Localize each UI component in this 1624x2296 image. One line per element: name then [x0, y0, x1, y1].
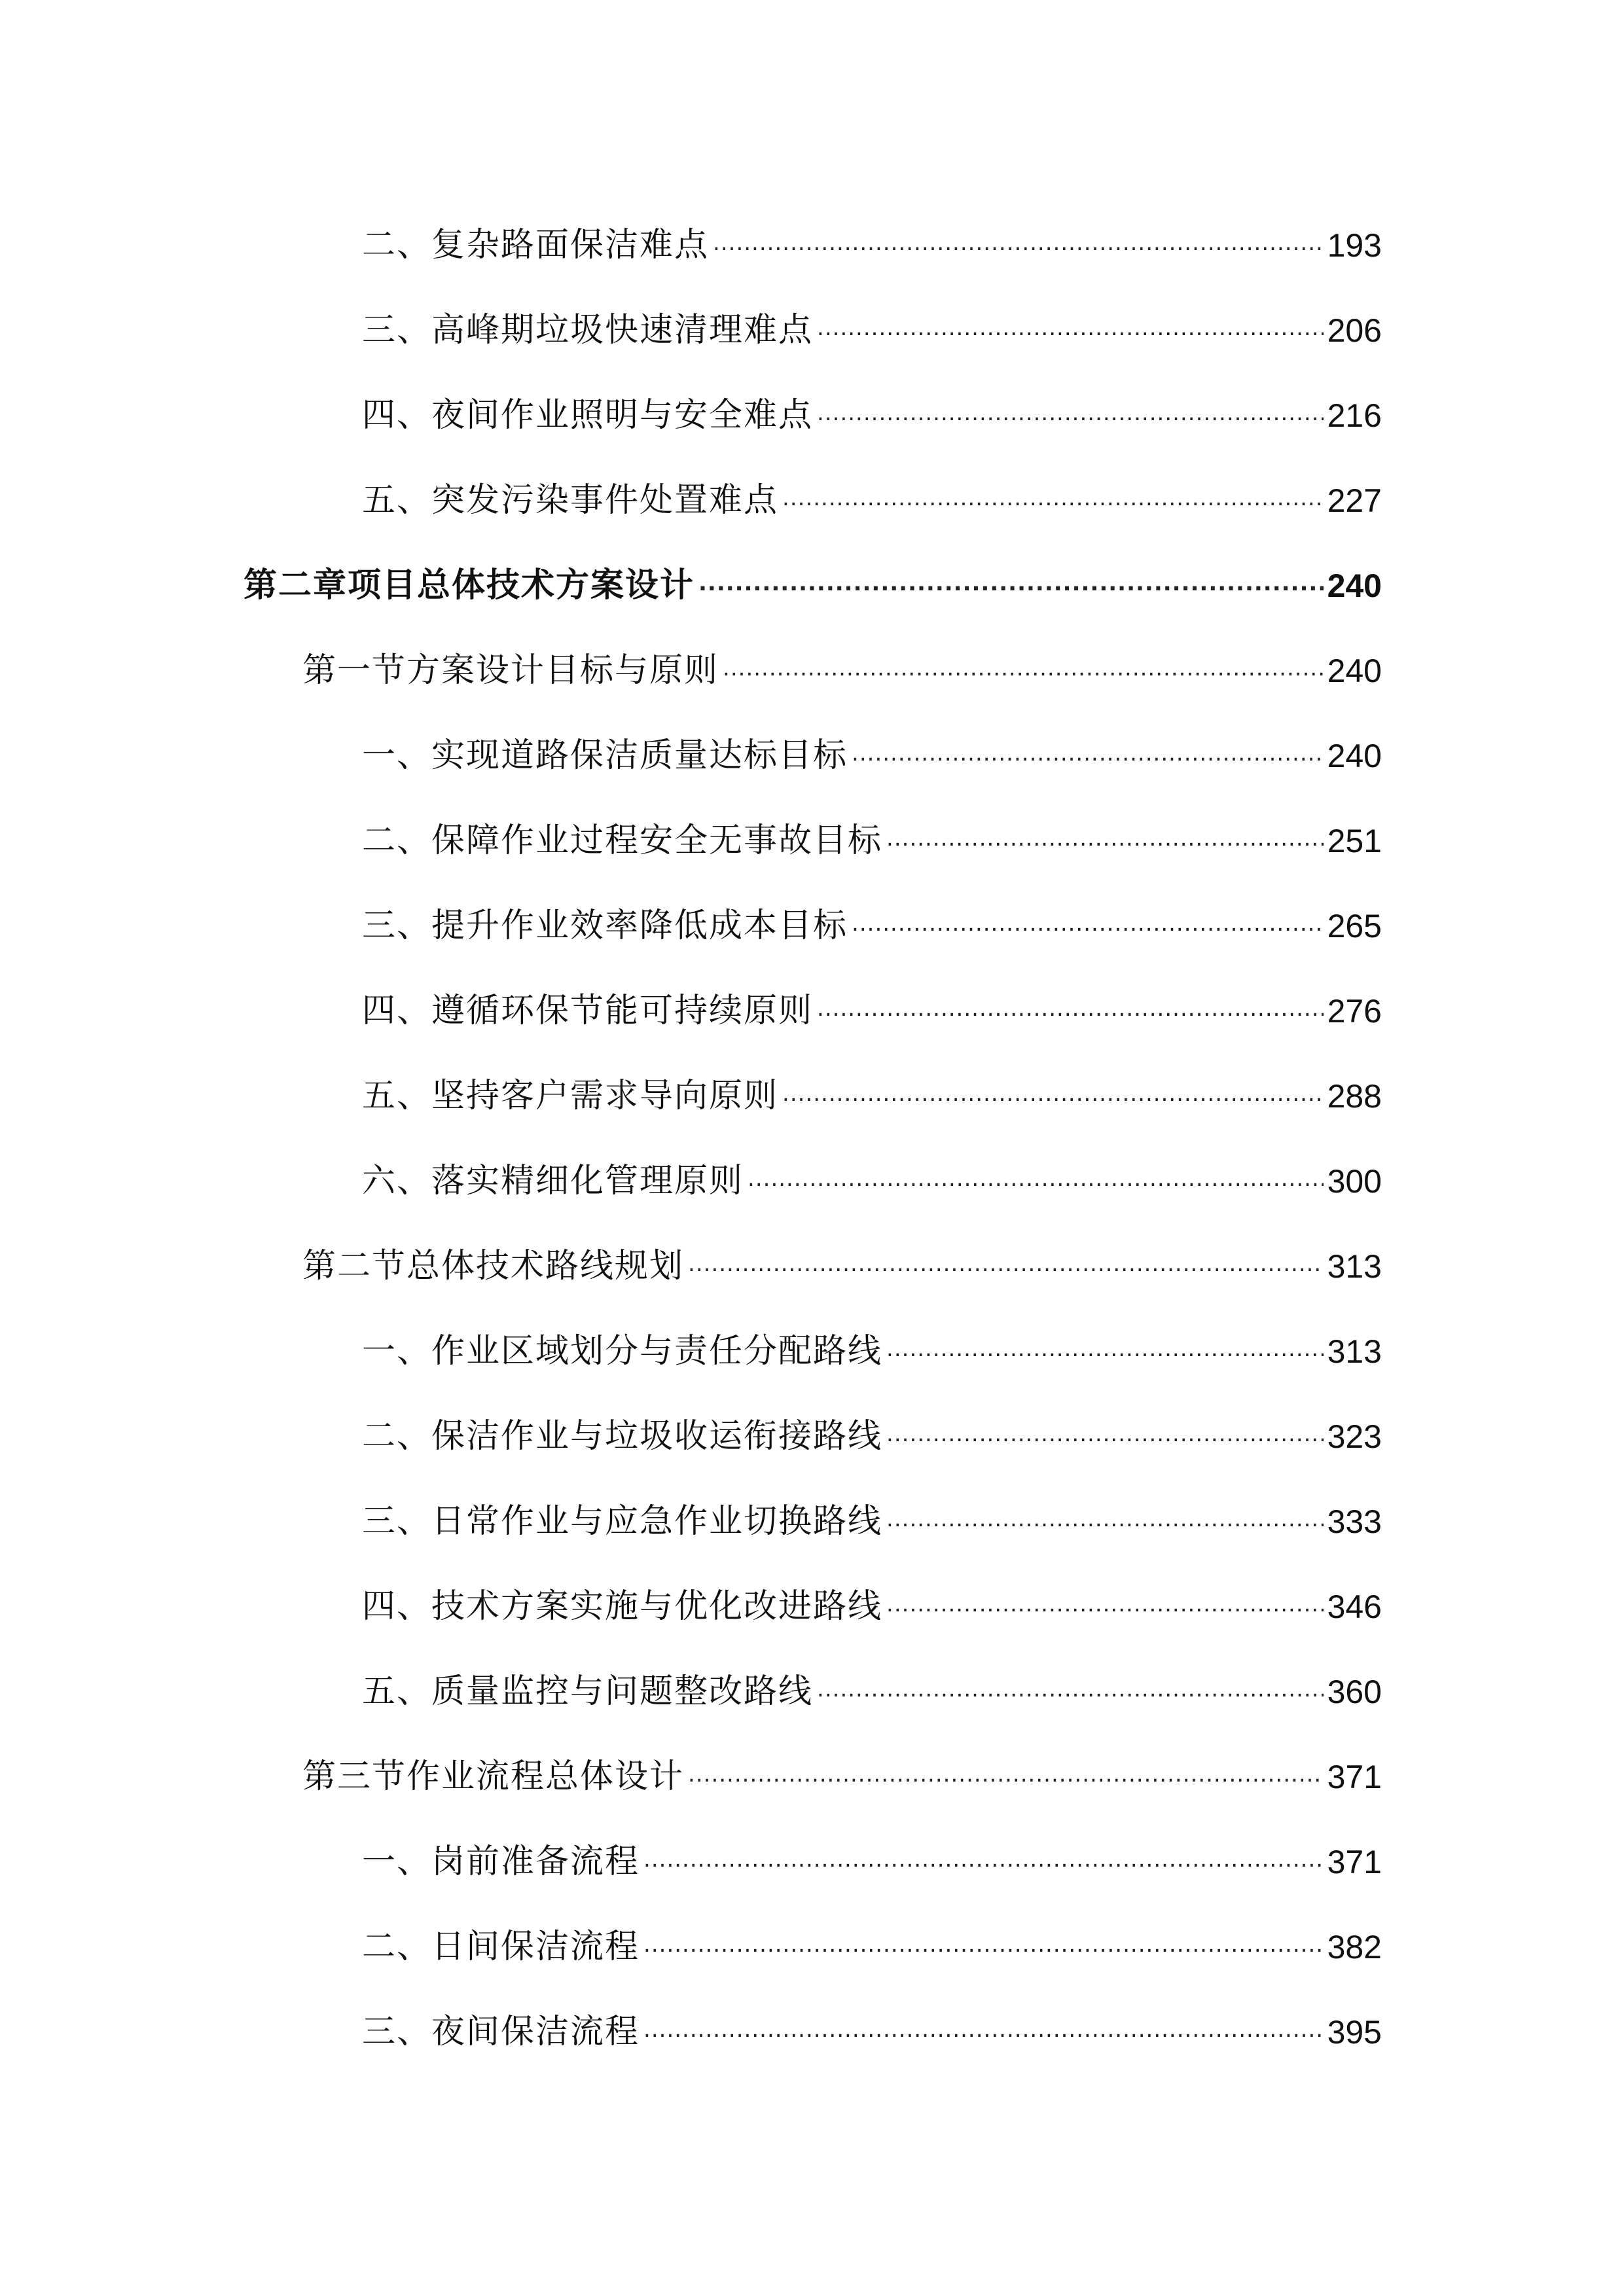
toc-entry-title: 四、夜间作业照明与安全难点	[362, 396, 814, 435]
toc-dot-leader	[817, 396, 1324, 435]
toc-entry-title: 五、质量监控与问题整改路线	[362, 1672, 814, 1711]
toc-entry-title: 三、日常作业与应急作业切换路线	[362, 1502, 883, 1541]
toc-entry-title: 二、保障作业过程安全无事故目标	[362, 821, 883, 860]
toc-entry[interactable]	[0, 713, 1624, 798]
toc-entry[interactable]	[0, 1309, 1624, 1394]
toc-entry-page: 333	[1327, 1503, 1382, 1540]
toc-entry-title: 二、保洁作业与垃圾收运衔接路线	[362, 1417, 883, 1456]
toc-entry-page: 323	[1327, 1418, 1382, 1455]
toc-entry-page: 288	[1327, 1078, 1382, 1115]
toc-entry[interactable]	[0, 373, 1624, 458]
toc-entry-page: 300	[1327, 1163, 1382, 1200]
toc-dot-leader	[643, 1928, 1324, 1967]
toc-dot-leader	[698, 566, 1324, 605]
toc-entry[interactable]	[0, 1905, 1624, 1990]
toc-entry-page: 346	[1327, 1588, 1382, 1625]
toc-dot-leader	[886, 1332, 1324, 1371]
toc-entry-page: 371	[1327, 1844, 1382, 1880]
toc-entry-page: 265	[1327, 908, 1382, 944]
toc-entry-page: 240	[1327, 567, 1382, 604]
toc-entry-title: 第二章项目总体技术方案设计	[244, 566, 695, 605]
toc-entry-title: 二、日间保洁流程	[362, 1928, 640, 1966]
toc-entry-page: 240	[1327, 738, 1382, 774]
toc-entry-title: 第三节作业流程总体设计	[302, 1757, 685, 1796]
toc-entry-title: 一、作业区域划分与责任分配路线	[362, 1332, 883, 1371]
toc-dot-leader	[782, 1077, 1324, 1116]
toc-entry-page: 313	[1327, 1248, 1382, 1285]
toc-dot-leader	[748, 1162, 1324, 1201]
toc-entry-title: 第一节方案设计目标与原则	[302, 651, 719, 690]
toc-entry-title: 三、夜间保洁流程	[362, 2013, 640, 2051]
toc-dot-leader	[817, 1672, 1324, 1712]
toc-entry-page: 360	[1327, 1674, 1382, 1710]
toc-dot-leader	[688, 1757, 1324, 1797]
toc-dot-leader	[886, 1417, 1324, 1456]
toc-entry-title: 四、技术方案实施与优化改进路线	[362, 1587, 883, 1626]
toc-entry-title: 五、突发污染事件处置难点	[362, 481, 779, 520]
toc-entry[interactable]	[0, 798, 1624, 884]
toc-entry[interactable]	[0, 203, 1624, 288]
toc-entry[interactable]	[0, 884, 1624, 969]
toc-entry-title: 六、落实精细化管理原则	[362, 1162, 744, 1200]
toc-section-entry[interactable]	[0, 628, 1624, 713]
toc-dot-leader	[852, 736, 1324, 776]
toc-entry[interactable]	[0, 1054, 1624, 1139]
toc-dot-leader	[886, 821, 1324, 861]
toc-entry-page: 216	[1327, 397, 1382, 434]
toc-entry-title: 第二节总体技术路线规划	[302, 1247, 685, 1285]
toc-entry-page: 227	[1327, 482, 1382, 519]
toc-entry-title: 一、实现道路保洁质量达标目标	[362, 736, 848, 775]
toc-entry-title: 四、遵循环保节能可持续原则	[362, 992, 814, 1030]
toc-entry-title: 二、复杂路面保洁难点	[362, 226, 710, 264]
toc-dot-leader	[782, 481, 1324, 520]
toc-entry-title: 一、岗前准备流程	[362, 1842, 640, 1881]
toc-entry-page: 276	[1327, 993, 1382, 1030]
toc-entry[interactable]	[0, 1564, 1624, 1649]
toc-entry-page: 382	[1327, 1929, 1382, 1965]
toc-entry[interactable]	[0, 1649, 1624, 1734]
toc-entry-page: 395	[1327, 2014, 1382, 2051]
toc-dot-leader	[852, 906, 1324, 946]
toc-dot-leader	[643, 2013, 1324, 2052]
toc-entry[interactable]	[0, 1990, 1624, 2075]
toc-entry-page: 371	[1327, 1759, 1382, 1795]
toc-dot-leader	[688, 1247, 1324, 1286]
toc-dot-leader	[643, 1842, 1324, 1882]
toc-entry-page: 240	[1327, 653, 1382, 689]
toc-dot-leader	[817, 311, 1324, 350]
toc-entry-title: 五、坚持客户需求导向原则	[362, 1077, 779, 1115]
toc-dot-leader	[713, 226, 1324, 265]
toc-chapter-entry[interactable]	[0, 543, 1624, 628]
toc-entry[interactable]	[0, 1820, 1624, 1905]
toc-entry-title: 三、高峰期垃圾快速清理难点	[362, 311, 814, 350]
toc-entry-page: 313	[1327, 1333, 1382, 1370]
toc-section-entry[interactable]	[0, 1734, 1624, 1820]
toc-dot-leader	[886, 1587, 1324, 1626]
toc-dot-leader	[817, 992, 1324, 1031]
toc-entry[interactable]	[0, 458, 1624, 543]
table-of-contents	[0, 203, 1624, 2075]
toc-entry-page: 251	[1327, 823, 1382, 859]
toc-dot-leader	[886, 1502, 1324, 1541]
toc-section-entry[interactable]	[0, 1224, 1624, 1309]
toc-entry[interactable]	[0, 969, 1624, 1054]
toc-entry-page: 206	[1327, 312, 1382, 349]
toc-entry[interactable]	[0, 1479, 1624, 1564]
toc-entry[interactable]	[0, 1394, 1624, 1479]
toc-dot-leader	[723, 651, 1324, 691]
toc-entry-page: 193	[1327, 227, 1382, 264]
toc-entry-title: 三、提升作业效率降低成本目标	[362, 906, 848, 945]
toc-entry[interactable]	[0, 288, 1624, 373]
toc-entry[interactable]	[0, 1139, 1624, 1224]
